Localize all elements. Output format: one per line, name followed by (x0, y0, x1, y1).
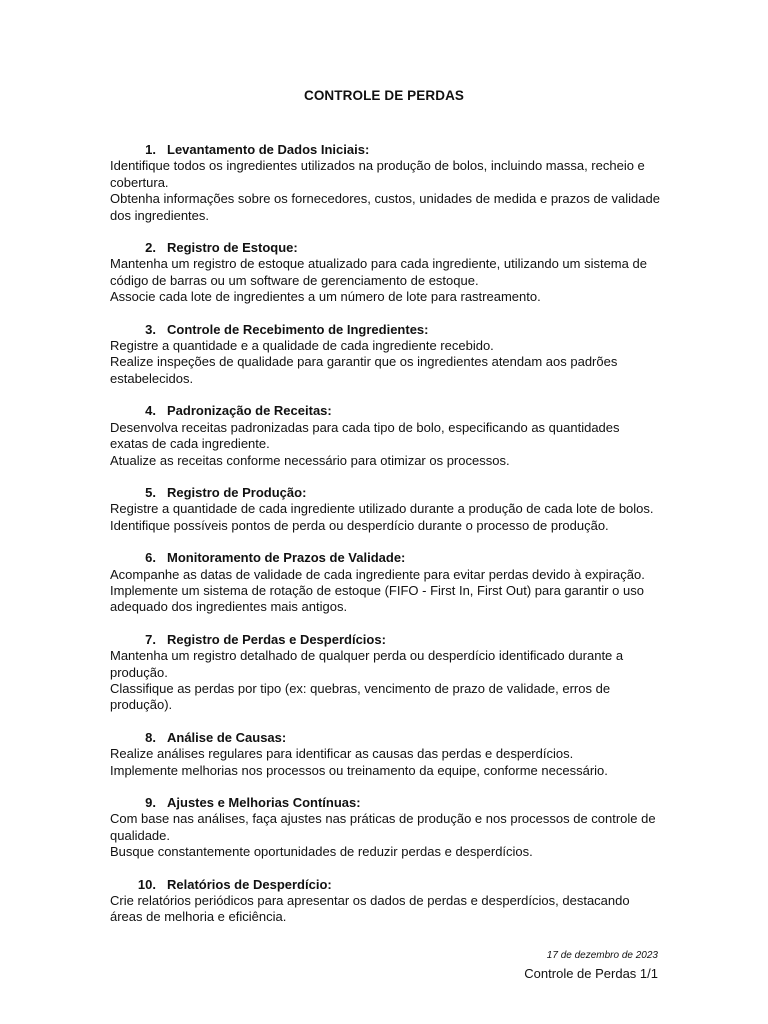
section-title: Padronização de Receitas: (167, 403, 332, 419)
section-number: 6. (145, 550, 156, 566)
section-paragraph: Com base nas análises, faça ajustes nas práticas de produção e nos processos de controle de qualidade. (110, 811, 656, 843)
section-6 (110, 550, 660, 616)
section-paragraph: Realize inspeções de qualidade para garantir que os ingredientes atendam aos padrões estabelecidos. (110, 354, 618, 386)
section-number: 2. (145, 240, 156, 256)
section-heading (110, 322, 660, 338)
section-heading (110, 877, 660, 893)
section-9 (110, 795, 660, 861)
section-title: Monitoramento de Prazos de Validade: (167, 550, 406, 566)
section-number: 8. (145, 729, 156, 745)
section-paragraph: Desenvolva receitas padronizadas para cada tipo de bolo, especificando as quantidades exatas de cada ingrediente. (110, 419, 620, 452)
section-paragraph: Implemente melhorias nos processos ou treinamento da equipe, conforme necessário. (110, 762, 608, 778)
section-number: 1. (145, 142, 156, 157)
section-title: Registro de Estoque: (167, 240, 298, 256)
section-7 (110, 632, 660, 714)
section-heading (110, 403, 660, 419)
section-title: Relatórios de Desperdício: (167, 876, 332, 892)
section-8 (110, 730, 660, 779)
section-title: Ajustes e Melhorias Contínuas: (167, 795, 361, 810)
footer-page-label: Controle de Perdas 1/1 (524, 966, 658, 981)
section-paragraph: Mantenha um registro de estoque atualizado para cada ingrediente, utilizando um sistema de código de barras ou um software de gerenciamento de estoque. (110, 256, 647, 288)
section-title: Controle de Recebimento de Ingredientes: (167, 321, 429, 337)
section-10 (110, 877, 660, 926)
section-heading (110, 550, 660, 566)
section-heading (110, 632, 660, 648)
section-heading (110, 795, 660, 811)
section-paragraph: Classifique as perdas por tipo (ex: quebras, vencimento de prazo de validade, erros de produção). (110, 680, 611, 713)
section-number: 9. (145, 795, 156, 810)
section-paragraph: Associe cada lote de ingredientes a um número de lote para rastreamento. (110, 289, 541, 305)
section-title: Levantamento de Dados Iniciais: (167, 142, 370, 157)
section-number: 4. (145, 403, 156, 419)
footer-date: 17 de dezembro de 2023 (546, 950, 658, 961)
section-number: 3. (145, 321, 156, 337)
section-2 (110, 240, 660, 306)
section-paragraph: Atualize as receitas conforme necessário para otimizar os processos. (110, 452, 510, 468)
section-5 (110, 485, 660, 534)
section-paragraph: Busque constantemente oportunidades de reduzir perdas e desperdícios. (110, 844, 533, 860)
document-body (110, 142, 660, 942)
section-paragraph: Crie relatórios periódicos para apresentar os dados de perdas e desperdícios, destacando áreas de melhoria e eficiência. (110, 893, 630, 925)
section-paragraph: Identifique possíveis pontos de perda ou desperdício durante o processo de produção. (110, 517, 609, 533)
section-title: Registro de Produção: (167, 484, 307, 500)
section-paragraph: Realize análises regulares para identificar as causas das perdas e desperdícios. (110, 746, 574, 762)
section-heading (110, 240, 660, 256)
section-paragraph: Mantenha um registro detalhado de qualquer perda ou desperdício identificado durante a produção. (110, 648, 624, 680)
section-paragraph: Registre a quantidade de cada ingrediente utilizado durante a produção de cada lote de bolos. (110, 501, 654, 517)
section-1 (110, 142, 660, 224)
section-number: 5. (145, 484, 156, 500)
section-paragraph: Acompanhe as datas de validade de cada ingrediente para evitar perdas devido à expiração. (110, 566, 645, 582)
section-title: Registro de Perdas e Desperdícios: (167, 631, 386, 647)
section-title: Análise de Causas: (167, 729, 287, 745)
section-heading (110, 142, 660, 158)
section-heading (110, 730, 660, 746)
section-number: 7. (145, 631, 156, 647)
section-3 (110, 322, 660, 388)
section-paragraph: Implemente um sistema de rotação de estoque (FIFO - First In, First Out) para garantir o uso adequado dos ingredientes mais antigos. (110, 582, 644, 615)
document-title: CONTROLE DE PERDAS (303, 88, 465, 103)
section-paragraph: Identifique todos os ingredientes utilizados na produção de bolos, incluindo massa, recheio e cobertura. (110, 158, 645, 190)
section-paragraph: Obtenha informações sobre os fornecedores, custos, unidades de medida e prazos de validade dos ingredientes. (110, 191, 660, 223)
section-heading (110, 485, 660, 501)
section-paragraph: Registre a quantidade e a qualidade de cada ingrediente recebido. (110, 338, 494, 354)
section-4 (110, 403, 660, 469)
section-number: 10. (137, 876, 156, 892)
